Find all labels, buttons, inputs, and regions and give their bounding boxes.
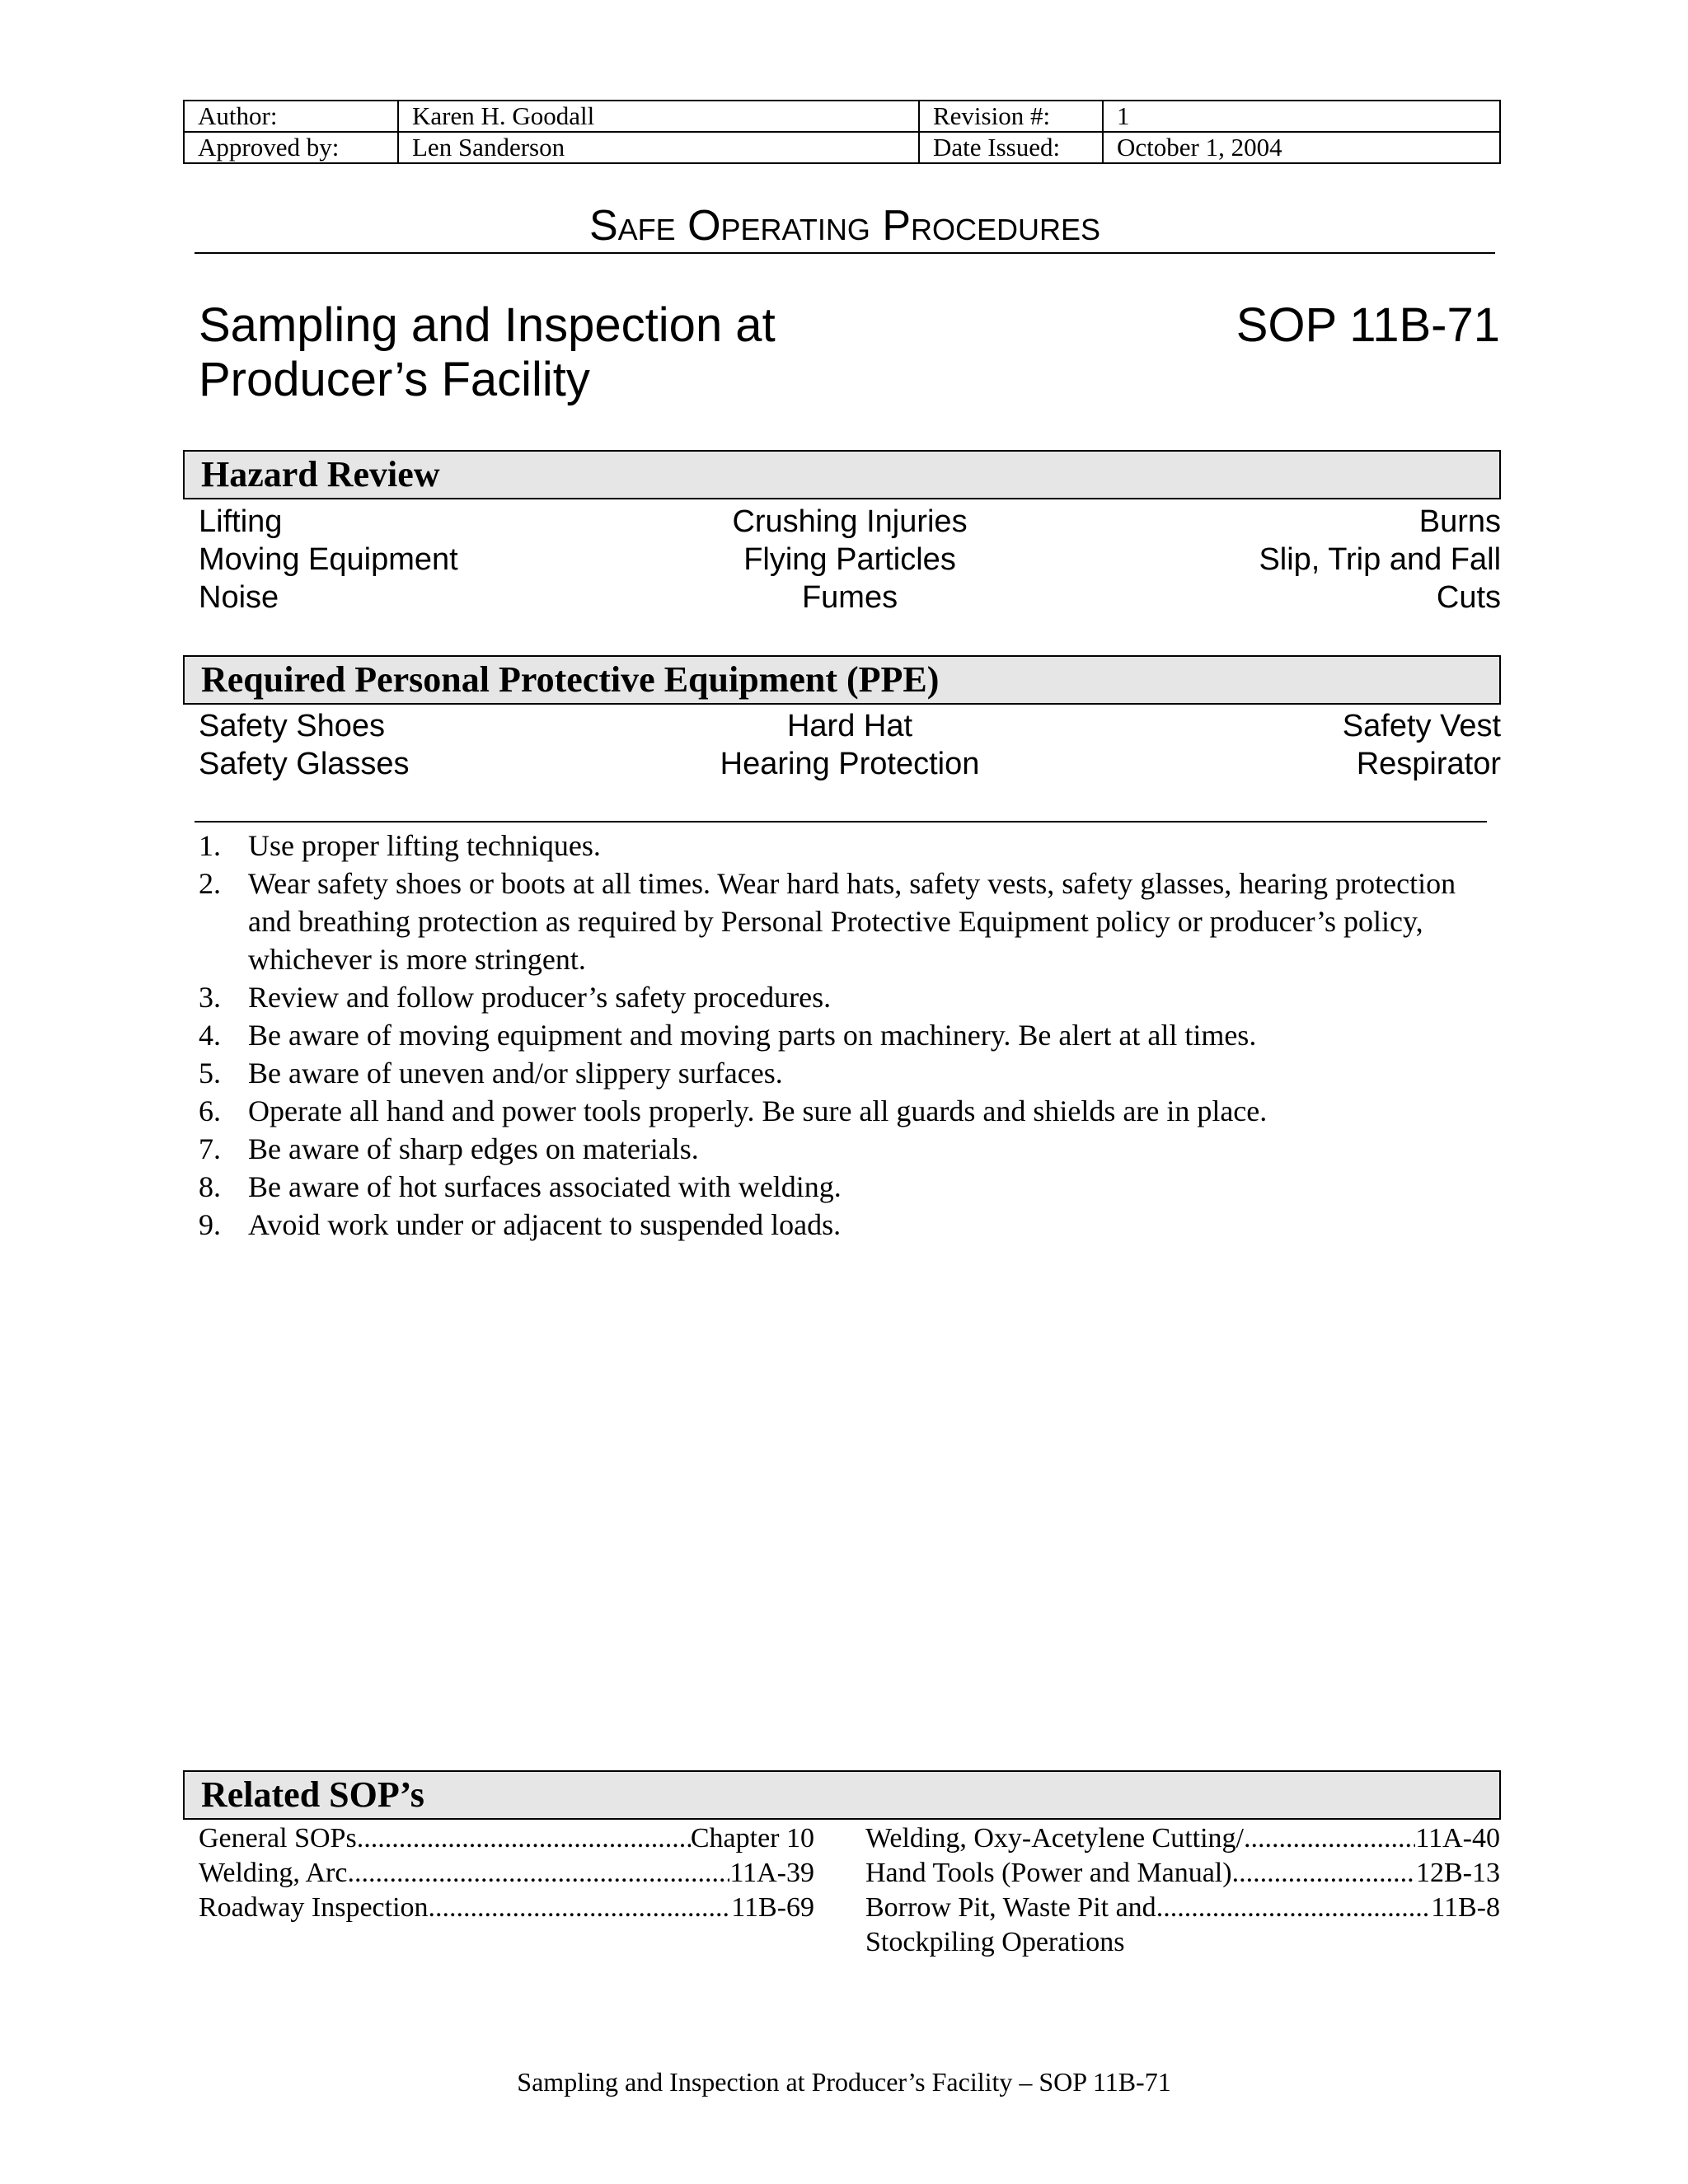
date-label: Date Issued:	[919, 132, 1103, 163]
related-sop-label: Roadway Inspection	[199, 1892, 429, 1923]
related-sop-ref: 11A-40	[1415, 1823, 1500, 1854]
hazard-item: Fumes	[801, 580, 898, 615]
related-sops-right-column	[865, 1821, 1500, 1960]
hazard-item: Moving Equipment	[199, 542, 458, 577]
dot-leader	[429, 1891, 732, 1925]
procedure-text: Be aware of uneven and/or slippery surfaces.	[248, 1057, 783, 1090]
procedure-item	[199, 1092, 1501, 1130]
procedure-text: Review and follow producer’s safety procedures.	[248, 981, 832, 1014]
related-sop-entry	[199, 1821, 814, 1856]
author-value: Karen H. Goodall	[398, 101, 919, 132]
related-sop-label: Hand Tools (Power and Manual)	[865, 1858, 1232, 1888]
ppe-heading: Required Personal Protective Equipment (PPE)	[183, 655, 1501, 705]
revision-value: 1	[1103, 101, 1500, 132]
procedure-item	[199, 865, 1501, 978]
related-sop-ref: 11B-69	[731, 1892, 814, 1923]
sop-title-line-2: Producer’s Facility	[199, 353, 590, 406]
ppe-item: Hearing Protection	[720, 747, 980, 781]
ppe-row	[199, 707, 1501, 745]
page-footer: Sampling and Inspection at Producer’s Facility – SOP 11B-71	[517, 2067, 1171, 2097]
procedure-number: 7.	[199, 1132, 221, 1165]
dot-leader	[1156, 1891, 1432, 1925]
procedure-item	[199, 827, 1501, 865]
related-sop-label: Borrow Pit, Waste Pit and	[865, 1892, 1156, 1923]
procedure-item	[199, 1206, 1501, 1244]
procedure-text: Be aware of hot surfaces associated with welding.	[248, 1170, 842, 1203]
hazard-item: Burns	[1418, 504, 1502, 539]
related-sop-ref: 12B-13	[1416, 1858, 1500, 1888]
dot-leader	[1232, 1856, 1416, 1891]
dot-leader	[1244, 1821, 1415, 1856]
procedure-number: 3.	[199, 981, 221, 1014]
hazard-item: Cuts	[1436, 580, 1502, 615]
procedure-text: Use proper lifting techniques.	[248, 829, 601, 862]
ppe-item: Safety Shoes	[199, 709, 386, 743]
hazard-item: Slip, Trip and Fall	[1259, 542, 1502, 577]
ppe-item: Hard Hat	[786, 709, 913, 743]
approved-value: Len Sanderson	[398, 132, 919, 163]
procedure-text: Operate all hand and power tools properly. Be sure all guards and shields are in place.	[248, 1094, 1268, 1127]
dot-leader	[347, 1856, 729, 1891]
header-row-approval	[184, 132, 1500, 163]
approved-label: Approved by:	[184, 132, 398, 163]
related-sop-entry	[199, 1891, 814, 1925]
hazard-row	[199, 579, 1501, 616]
related-sop-ref: 11A-39	[729, 1858, 814, 1888]
procedure-item	[199, 978, 1501, 1016]
hazard-list	[199, 503, 1501, 616]
related-sop-label: Welding, Oxy-Acetylene Cutting/	[865, 1823, 1244, 1854]
procedure-number: 2.	[199, 867, 221, 900]
procedure-number: 9.	[199, 1208, 221, 1241]
hazard-row	[199, 541, 1501, 579]
ppe-item: Safety Glasses	[199, 747, 410, 781]
dot-leader	[357, 1821, 691, 1856]
ppe-row	[199, 745, 1501, 783]
procedure-number: 6.	[199, 1094, 221, 1127]
procedure-text: Avoid work under or adjacent to suspended loads.	[248, 1208, 842, 1241]
procedure-number: 5.	[199, 1057, 221, 1090]
procedure-item	[199, 1054, 1501, 1092]
procedure-number: 1.	[199, 829, 221, 862]
procedure-number: 8.	[199, 1170, 221, 1203]
document-type-heading: Safe Operating Procedures	[195, 201, 1495, 254]
section-divider	[195, 821, 1487, 823]
header-row-author	[184, 101, 1500, 132]
procedure-text: Be aware of moving equipment and moving parts on machinery. Be alert at all times.	[248, 1019, 1257, 1052]
author-label: Author:	[184, 101, 398, 132]
sop-title-line-1: Sampling and Inspection at	[199, 298, 776, 352]
related-sop-label: Welding, Arc	[199, 1858, 348, 1888]
procedure-item	[199, 1168, 1501, 1206]
hazard-item: Lifting	[199, 504, 283, 539]
related-sop-ref: Chapter 10	[690, 1823, 814, 1854]
hazard-item: Crushing Injuries	[732, 504, 968, 539]
hazard-item: Noise	[199, 580, 279, 615]
ppe-item: Respirator	[1356, 747, 1502, 781]
related-sops-heading: Related SOP’s	[183, 1770, 1501, 1820]
ppe-item: Safety Vest	[1342, 709, 1502, 743]
procedure-number: 4.	[199, 1019, 221, 1052]
sop-title	[199, 298, 1023, 407]
related-sop-entry	[865, 1856, 1500, 1891]
date-value: October 1, 2004	[1103, 132, 1500, 163]
document-header-table	[183, 100, 1501, 164]
related-sop-ref: 11B-8	[1431, 1892, 1500, 1923]
procedure-text: Wear safety shoes or boots at all times. Wear hard hats, safety vests, safety glasses, hearing protection and breathing protection as required by Personal Protective Equipment policy or producer’s policy, whichever is more stringent.	[248, 867, 1456, 976]
related-sop-continuation: Stockpiling Operations	[865, 1927, 1125, 1957]
hazard-row	[199, 503, 1501, 541]
related-sop-entry	[199, 1856, 814, 1891]
procedure-text: Be aware of sharp edges on materials.	[248, 1132, 699, 1165]
hazard-item: Flying Particles	[743, 542, 956, 577]
sop-number: SOP 11B-71	[1236, 298, 1500, 352]
hazard-review-heading: Hazard Review	[183, 450, 1501, 499]
ppe-list	[199, 707, 1501, 783]
related-sop-entry	[865, 1821, 1500, 1856]
related-sop-entry	[865, 1891, 1500, 1925]
revision-label: Revision #:	[919, 101, 1103, 132]
related-sop-label: General SOPs	[199, 1823, 357, 1854]
procedure-item	[199, 1130, 1501, 1168]
procedure-list	[199, 827, 1501, 1244]
procedure-item	[199, 1016, 1501, 1054]
related-sops-left-column	[199, 1821, 814, 1925]
